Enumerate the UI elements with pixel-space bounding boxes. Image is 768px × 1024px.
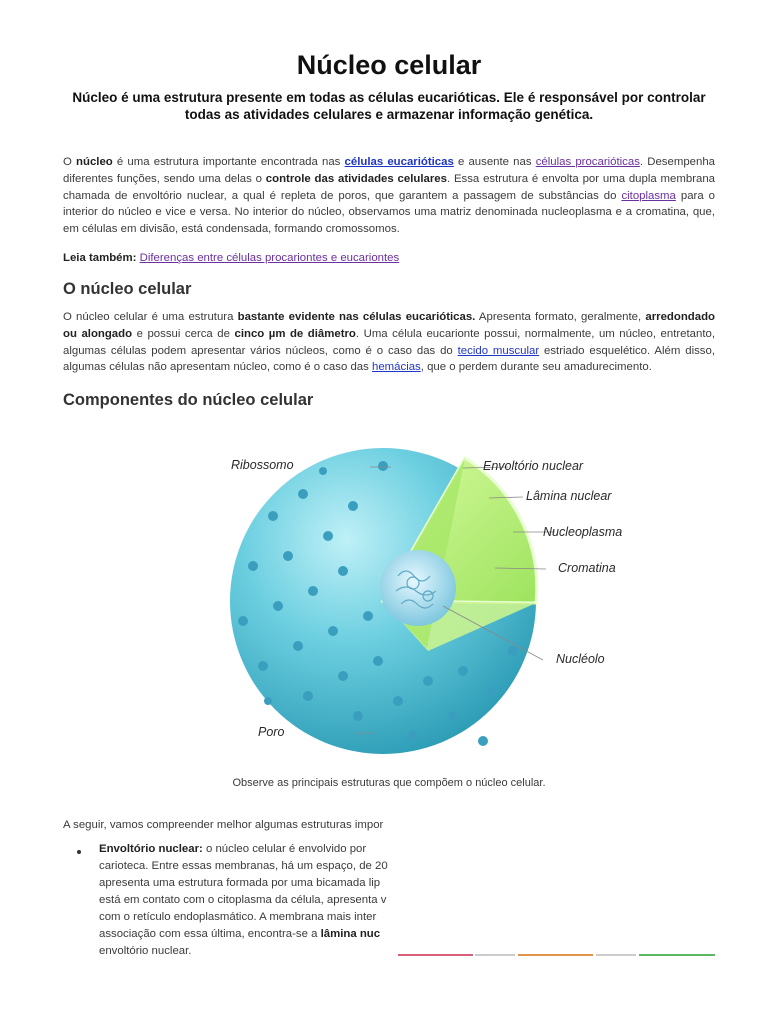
label-ribossomo: Ribossomo xyxy=(231,458,294,472)
label-poro: Poro xyxy=(258,725,285,739)
ad-strip-grey xyxy=(475,954,515,956)
link-tecido-muscular[interactable]: tecido muscular xyxy=(457,344,540,357)
see-also-label: Leia também: xyxy=(63,252,137,264)
label-cromatina: Cromatina xyxy=(558,561,616,575)
link-celulas-eucarioticas[interactable]: células eucarióticas xyxy=(344,156,454,168)
nucleus-diagram xyxy=(213,446,623,766)
section3-intro: A seguir, vamos compreender melhor algumas estruturas impor xyxy=(63,819,384,831)
section-heading-nucleo-celular: O núcleo celular xyxy=(63,280,192,298)
section-heading-componentes: Componentes do núcleo celular xyxy=(63,391,314,409)
intro-paragraph: O núcleo é uma estrutura importante encontrada nas células eucarióticas e ausente nas células procarióticas. Desempenha diferentes funções, sendo uma delas o controle das atividades celulares. Essa estrutura é envolta por uma dupla membrana chamada de envoltório nuclear, a qual é repleta de poros, que garantem a passagem de substâncias do citoplasma para o interior do núcleo e vice e versa. No interior do núcleo, observamos uma matriz denominada nucleoplasma e a cromatina, que, em células em divisão, está condensada, formando cromossomos. xyxy=(63,156,715,236)
see-also xyxy=(63,250,715,267)
label-lamina: Lâmina nuclear xyxy=(526,489,612,503)
figure-caption: Observe as principais estruturas que compõem o núcleo celular. xyxy=(232,777,546,789)
link-hemacias[interactable]: hemácias xyxy=(372,361,421,374)
ad-strip-red xyxy=(398,954,473,956)
page-title: Núcleo celular xyxy=(296,50,482,80)
section1-paragraph: O núcleo celular é uma estrutura bastante evidente nas células eucarióticas. Apresenta formato, geralmente, arredondado ou alongado e possui cerca de cinco µm de diâmetro. Uma célula eucarionte possui, normalmente, um núcleo, entretanto, algumas células podem apresentar vários núcleos, como é o caso das do tecido muscular estriado esquelético. Além disso, algumas células não apresentam núcleo, como é o caso das hemácias, que o perdem durante seu amadurecimento. xyxy=(63,311,716,374)
nucleolus xyxy=(380,550,456,626)
label-nucleoplasma: Nucleoplasma xyxy=(543,525,623,539)
label-nucleolo: Nucléolo xyxy=(556,652,605,666)
link-citoplasma[interactable]: citoplasma xyxy=(621,189,676,202)
ad-strip-green xyxy=(639,954,715,956)
lead-paragraph: Núcleo é uma estrutura presente em todas as células eucarióticas. Ele é responsável por controlar todas as atividades celulares e armazenar informação genética. xyxy=(72,90,706,122)
list-item: Envoltório nuclear: o núcleo celular é envolvido por carioteca. Entre essas membranas, há um espaço, de 20 apresenta uma estrutura formada por uma bicamada lip está em contato com o citoplasma da célula, apresenta v com o retículo endoplasmático. A membrana mais inter associação com essa última, encontra-se a lâmina nuc envoltório nuclear. xyxy=(77,843,397,961)
link-celulas-procarioticas[interactable]: células procarióticas xyxy=(535,156,640,168)
bullet-dot xyxy=(77,850,81,854)
see-also-link[interactable]: Diferenças entre células procariontes e eucariontes xyxy=(139,252,400,264)
ad-strip-grey2 xyxy=(596,954,636,956)
label-envoltorio: Envoltório nuclear xyxy=(483,459,584,473)
nucleus-illustration xyxy=(213,446,563,766)
ad-strip-orange xyxy=(518,954,593,956)
